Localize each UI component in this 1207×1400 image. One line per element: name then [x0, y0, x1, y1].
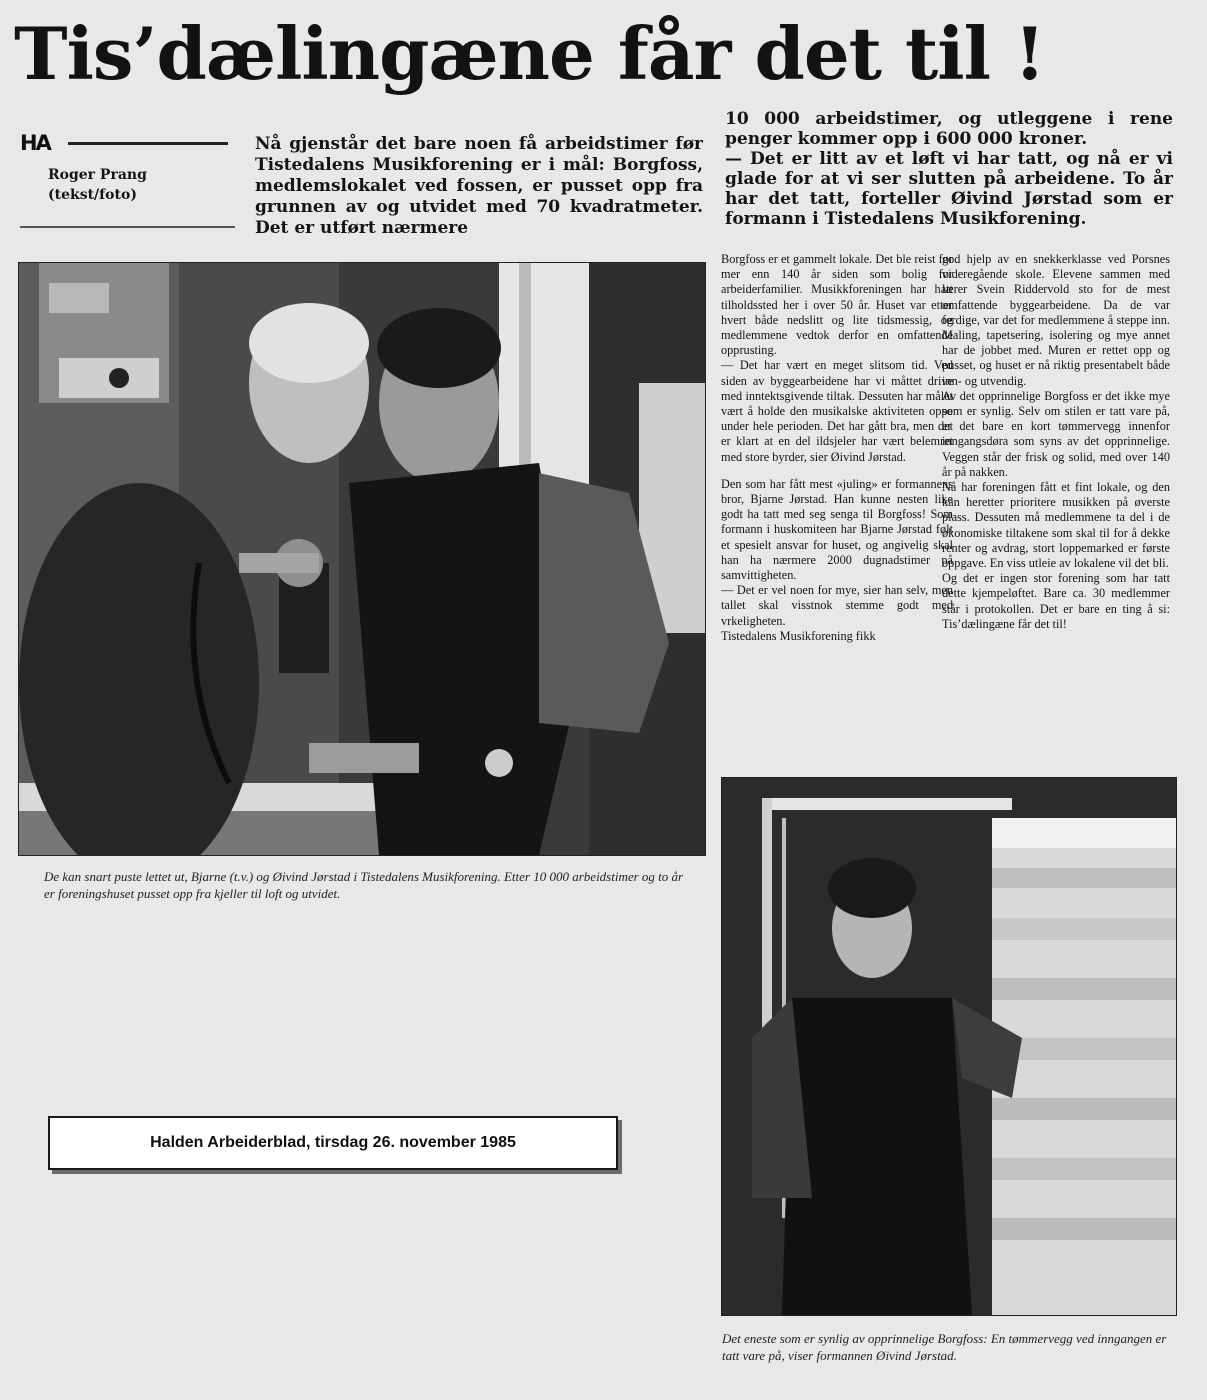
- byline-divider: [20, 226, 235, 228]
- source-note-text: Halden Arbeiderblad, tirsdag 26. november 1985: [150, 1134, 516, 1151]
- column-2-paragraph-1: god hjelp av en snekkerklasse ved Porsnes videregående skole. Elevene sammen med lærer Svein Riddervold sto for de mest omfattende byggearbeidene. Da de var ferdige, var det for medlemmene å steppe inn. Maling, tapetsering, isolering og mye annet har de jobbet med. Muren er rettet opp og pusset, og huset er nå riktig presentabelt både inn- og utvendig.: [942, 252, 1170, 388]
- photo-caption-2: Det eneste som er synlig av opprinnelige Borgfoss: En tømmervegg ved inngangen er tatt vare på, viser formannen Øivind Jørstad.: [722, 1331, 1167, 1363]
- byline: [48, 165, 228, 205]
- photo-log-wall: [721, 777, 1177, 1316]
- lead-paragraph: Nå gjenstår det bare noen få arbeidstimer før Tistedalens Musikforening er i mål: Borgfoss, medlemslokalet ved fossen, er pusset opp fra grunnen av og utvidet med 70 kvadratmeter. Det er utført nærmere: [255, 134, 703, 238]
- logo-text: HA: [20, 131, 50, 155]
- newspaper-logo: [20, 130, 230, 156]
- article-column-2: [942, 252, 1170, 632]
- column-1-paragraph-2: — Det har vært en meget slitsom tid. Ved siden av byggearbeidene har vi måttet drive med inntektsgivende tiltak. Dessuten har målet vært å holde den musikalske aktiviteten oppe under hele perioden. Det har gått bra, men det er klart at en del ildsjeler har vært belemret med store byrder, sier Øivind Jørstad.: [721, 358, 953, 464]
- logo-rule: [68, 142, 228, 145]
- lead-continuation: [725, 109, 1173, 229]
- source-note-box: [48, 1116, 618, 1170]
- column-1-paragraph-1: Borgfoss er et gammelt lokale. Det ble reist for mer enn 140 år siden som bolig for arbeiderfamilier. Musikkforeningen har hatt tilholdssted her i over 50 år. Huset var etter hvert både nedslitt og lite tidsmessig, og medlemmene vedtok derfor en omfattende opprusting.: [721, 252, 953, 358]
- photo-log-wall-image: [722, 778, 1176, 1315]
- lead-continuation-text: 10 000 arbeidstimer, og utleggene i rene penger kommer opp i 600 000 kroner.: [725, 109, 1173, 149]
- photo-caption-1: De kan snart puste lettet ut, Bjarne (t.v.) og Øivind Jørstad i Tistedalens Musikforening. Etter 10 000 arbeidstimer og to år er foreningshuset pusset opp fra kjeller til loft og utvidet.: [44, 869, 684, 901]
- column-2-paragraph-3: Nå har foreningen fått et fint lokale, og den kan heretter prioritere musikken på øverste plass. Dessuten må medlemmene ta del i de økonomiske tiltakene som skal til for å dekke renter og avdrag, stort loppemarked er første oppgave. En viss utleie av lokalene vil det bli.: [942, 480, 1170, 571]
- headline: Tis’dælingæne får det til !: [14, 11, 1045, 96]
- byline-credit: (tekst/foto): [48, 187, 137, 203]
- column-1-paragraph-3: Den som har fått mest «juling» er formannens bror, Bjarne Jørstad. Han kunne nesten like godt ha tatt med seg senga til Borgfoss! Som formann i huskomiteen har Bjarne Jørstad følt et spesielt ansvar for huset, og angivelig skal han ha nærmere 2000 dugnadstimer på samvittigheten.: [721, 476, 953, 583]
- column-1-paragraph-4: — Det er vel noen for mye, sier han selv, men tallet skal visstnok stemme godt med vrkeligheten.: [721, 583, 953, 628]
- column-1-paragraph-5: Tistedalens Musikforening fikk: [721, 628, 876, 643]
- byline-name: Roger Prang: [48, 167, 147, 183]
- article-column-1: [721, 252, 953, 644]
- photo-men-drilling: [18, 262, 706, 856]
- column-2-paragraph-4: Og det er ingen stor forening som har tatt dette kjempeløftet. Bare ca. 30 medlemmer står i protokollen. Det er bare en ting å si: Tis’dælingæne får det til!: [942, 571, 1170, 631]
- lead-quote: — Det er litt av et løft vi har tatt, og nå er vi glade for at vi ser slutten på arbeidene. To år har det tatt, forteller Øivind Jørstad som er formann i Tistedalens Musikforening.: [725, 149, 1173, 229]
- photo-men-drilling-image: [19, 263, 705, 855]
- column-2-paragraph-2: Av det opprinnelige Borgfoss er det ikke mye som er synlig. Selv om stilen er tatt vare på, er det bare en kort tømmervegg innenfor inngangsdøra som syns av det opprinnelige. Veggen står der frisk og solid, med over 140 år på nakken.: [942, 388, 1170, 479]
